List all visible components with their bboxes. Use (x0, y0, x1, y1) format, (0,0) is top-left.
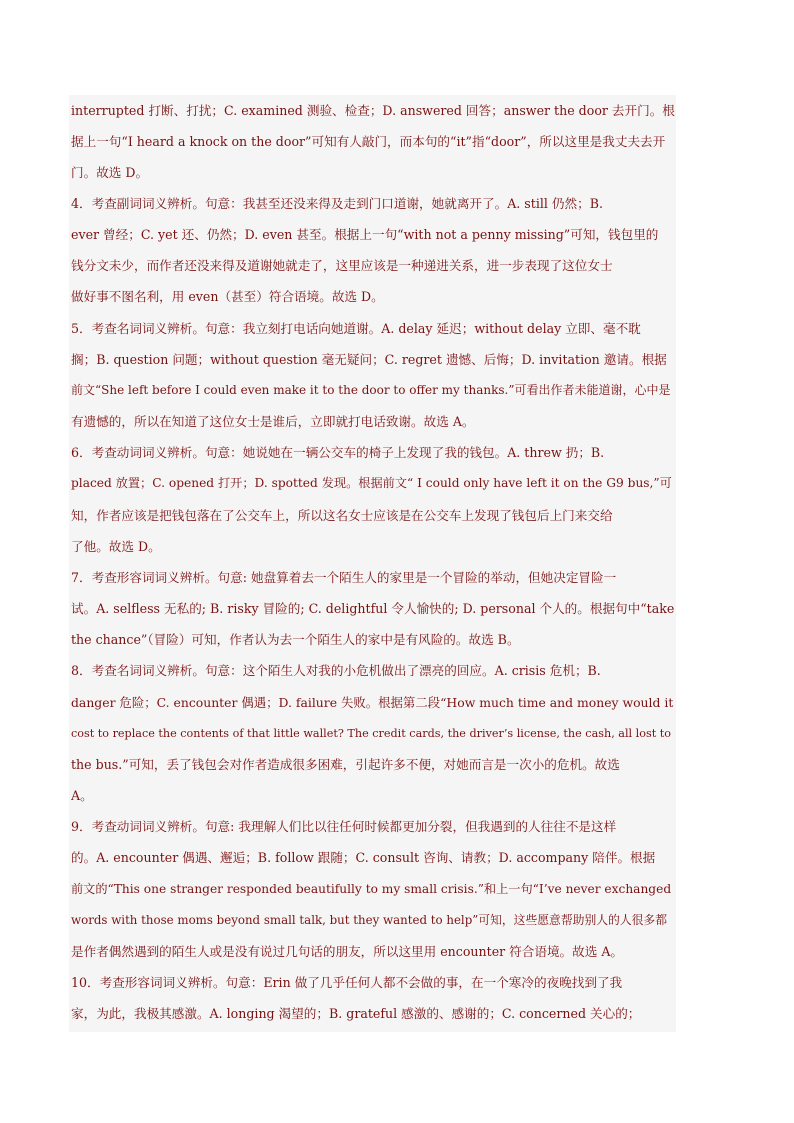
text-line: 门。故选 D。 (71, 165, 149, 180)
text-line: 据上一句“I heard a knock on the door”可知有人敲门，而本句的“it”指“door”，所以这里是我丈夫去开 (71, 134, 666, 149)
text-line: placed 放置；C. opened 打开；D. spotted 发现。根据前文“ I could only have left it on the G9 bus,”可 (71, 476, 672, 490)
text-line: 是作者偶然遇到的陌生人或是没有说过几句话的朋友，所以这里用 encounter 符合语境。故选 A。 (71, 944, 624, 959)
text-line: 钱分文未少，而作者还没来得及道谢她就走了，这里应该是一种递进关系，进一步表现了这位女士 (71, 258, 613, 273)
text-line: 10．考查形容词词义辨析。句意：Erin 做了几乎任何人都不会做的事，在一个寒冷的夜晚找到了我 (71, 975, 623, 990)
text-line: 4．考查副词词义辨析。句意：我甚至还没来得及走到门口道谢，她就离开了。A. still 仍然；B. (71, 196, 603, 211)
text-line: 5．考查名词词义辨析。句意：我立刻打电话向她道谢。A. delay 延迟；without delay 立即、毫不耽 (71, 321, 641, 336)
text-line: interrupted 打断、打扰；C. examined 测验、检查；D. answered 回答；answer the door 去开门。根 (71, 103, 675, 118)
text-line: 有遗憾的，所以在知道了这位女士是谁后，立即就打电话致谢。故选 A。 (71, 414, 475, 429)
text-line: 8．考查名词词义辨析。句意：这个陌生人对我的小危机做出了漂亮的回应。A. crisis 危机；B. (71, 663, 601, 678)
text-line: 试。A. selfless 无私的; B. risky 冒险的; C. delightful 令人愉快的; D. personal 个人的。根据句中“take (71, 601, 675, 616)
text-line: A。 (71, 788, 93, 803)
text-line: 搁；B. question 问题；without question 毫无疑问；C. regret 遗憾、后悔；D. invitation 邀请。根据 (71, 352, 667, 367)
text-line: 了他。故选 D。 (71, 539, 161, 554)
text-line: 9．考查动词词义辨析。句意: 我理解人们比以往任何时候都更加分裂，但我遇到的人往往不是这样 (71, 819, 617, 834)
text-line: 前文“She left before I could even make it to the door to offer my thanks.”可看出作者未能道谢，心中是 (71, 383, 671, 397)
text-line: cost to replace the contents of that little wallet? The credit cards, the driver’s license, the cash, all lost to (71, 727, 672, 740)
text-line: 的。A. encounter 偶遇、邂逅；B. follow 跟随；C. consult 咨询、请教；D. accompany 陪伴。根据 (71, 850, 656, 865)
text-line: ever 曾经；C. yet 还、仍然；D. even 甚至。根据上一句“with not a penny missing”可知，钱包里的 (71, 227, 659, 242)
text-line: the bus.”可知，丢了钱包会对作者造成很多困难，引起许多不便，对她而言是一次小的危机。故选 (71, 757, 620, 772)
text-line: the chance”（冒险）可知，作者认为去一个陌生人的家中是有风险的。故选 B。 (71, 632, 520, 647)
text-line: 知，作者应该是把钱包落在了公交车上，所以这名女士应该是在公交车上发现了钱包后上门来交给 (71, 508, 613, 523)
text-line: words with those moms beyond small talk, but they wanted to help”可知，这些愿意帮助别人的人很多都 (71, 913, 668, 927)
text-line: 家，为此，我极其感激。A. longing 渴望的；B. grateful 感激的、感谢的；C. concerned 关心的； (71, 1006, 641, 1021)
text-line: danger 危险；C. encounter 偶遇；D. failure 失败。根据第二段“How much time and money would it (71, 695, 674, 710)
text-line: 做好事不图名利，用 even（甚至）符合语境。故选 D。 (71, 289, 384, 304)
text-line: 前文的“This one stranger responded beautifully to my small crisis.”和上一句“I’ve never exchanged (71, 882, 672, 896)
document-body (69, 95, 676, 1032)
text-line: 6．考查动词词义辨析。句意：她说她在一辆公交车的椅子上发现了我的钱包。A. threw 扔；B. (71, 445, 605, 460)
text-line: 7．考查形容词词义辨析。句意: 她盘算着去一个陌生人的家里是一个冒险的举动，但她决定冒险一 (71, 570, 617, 585)
